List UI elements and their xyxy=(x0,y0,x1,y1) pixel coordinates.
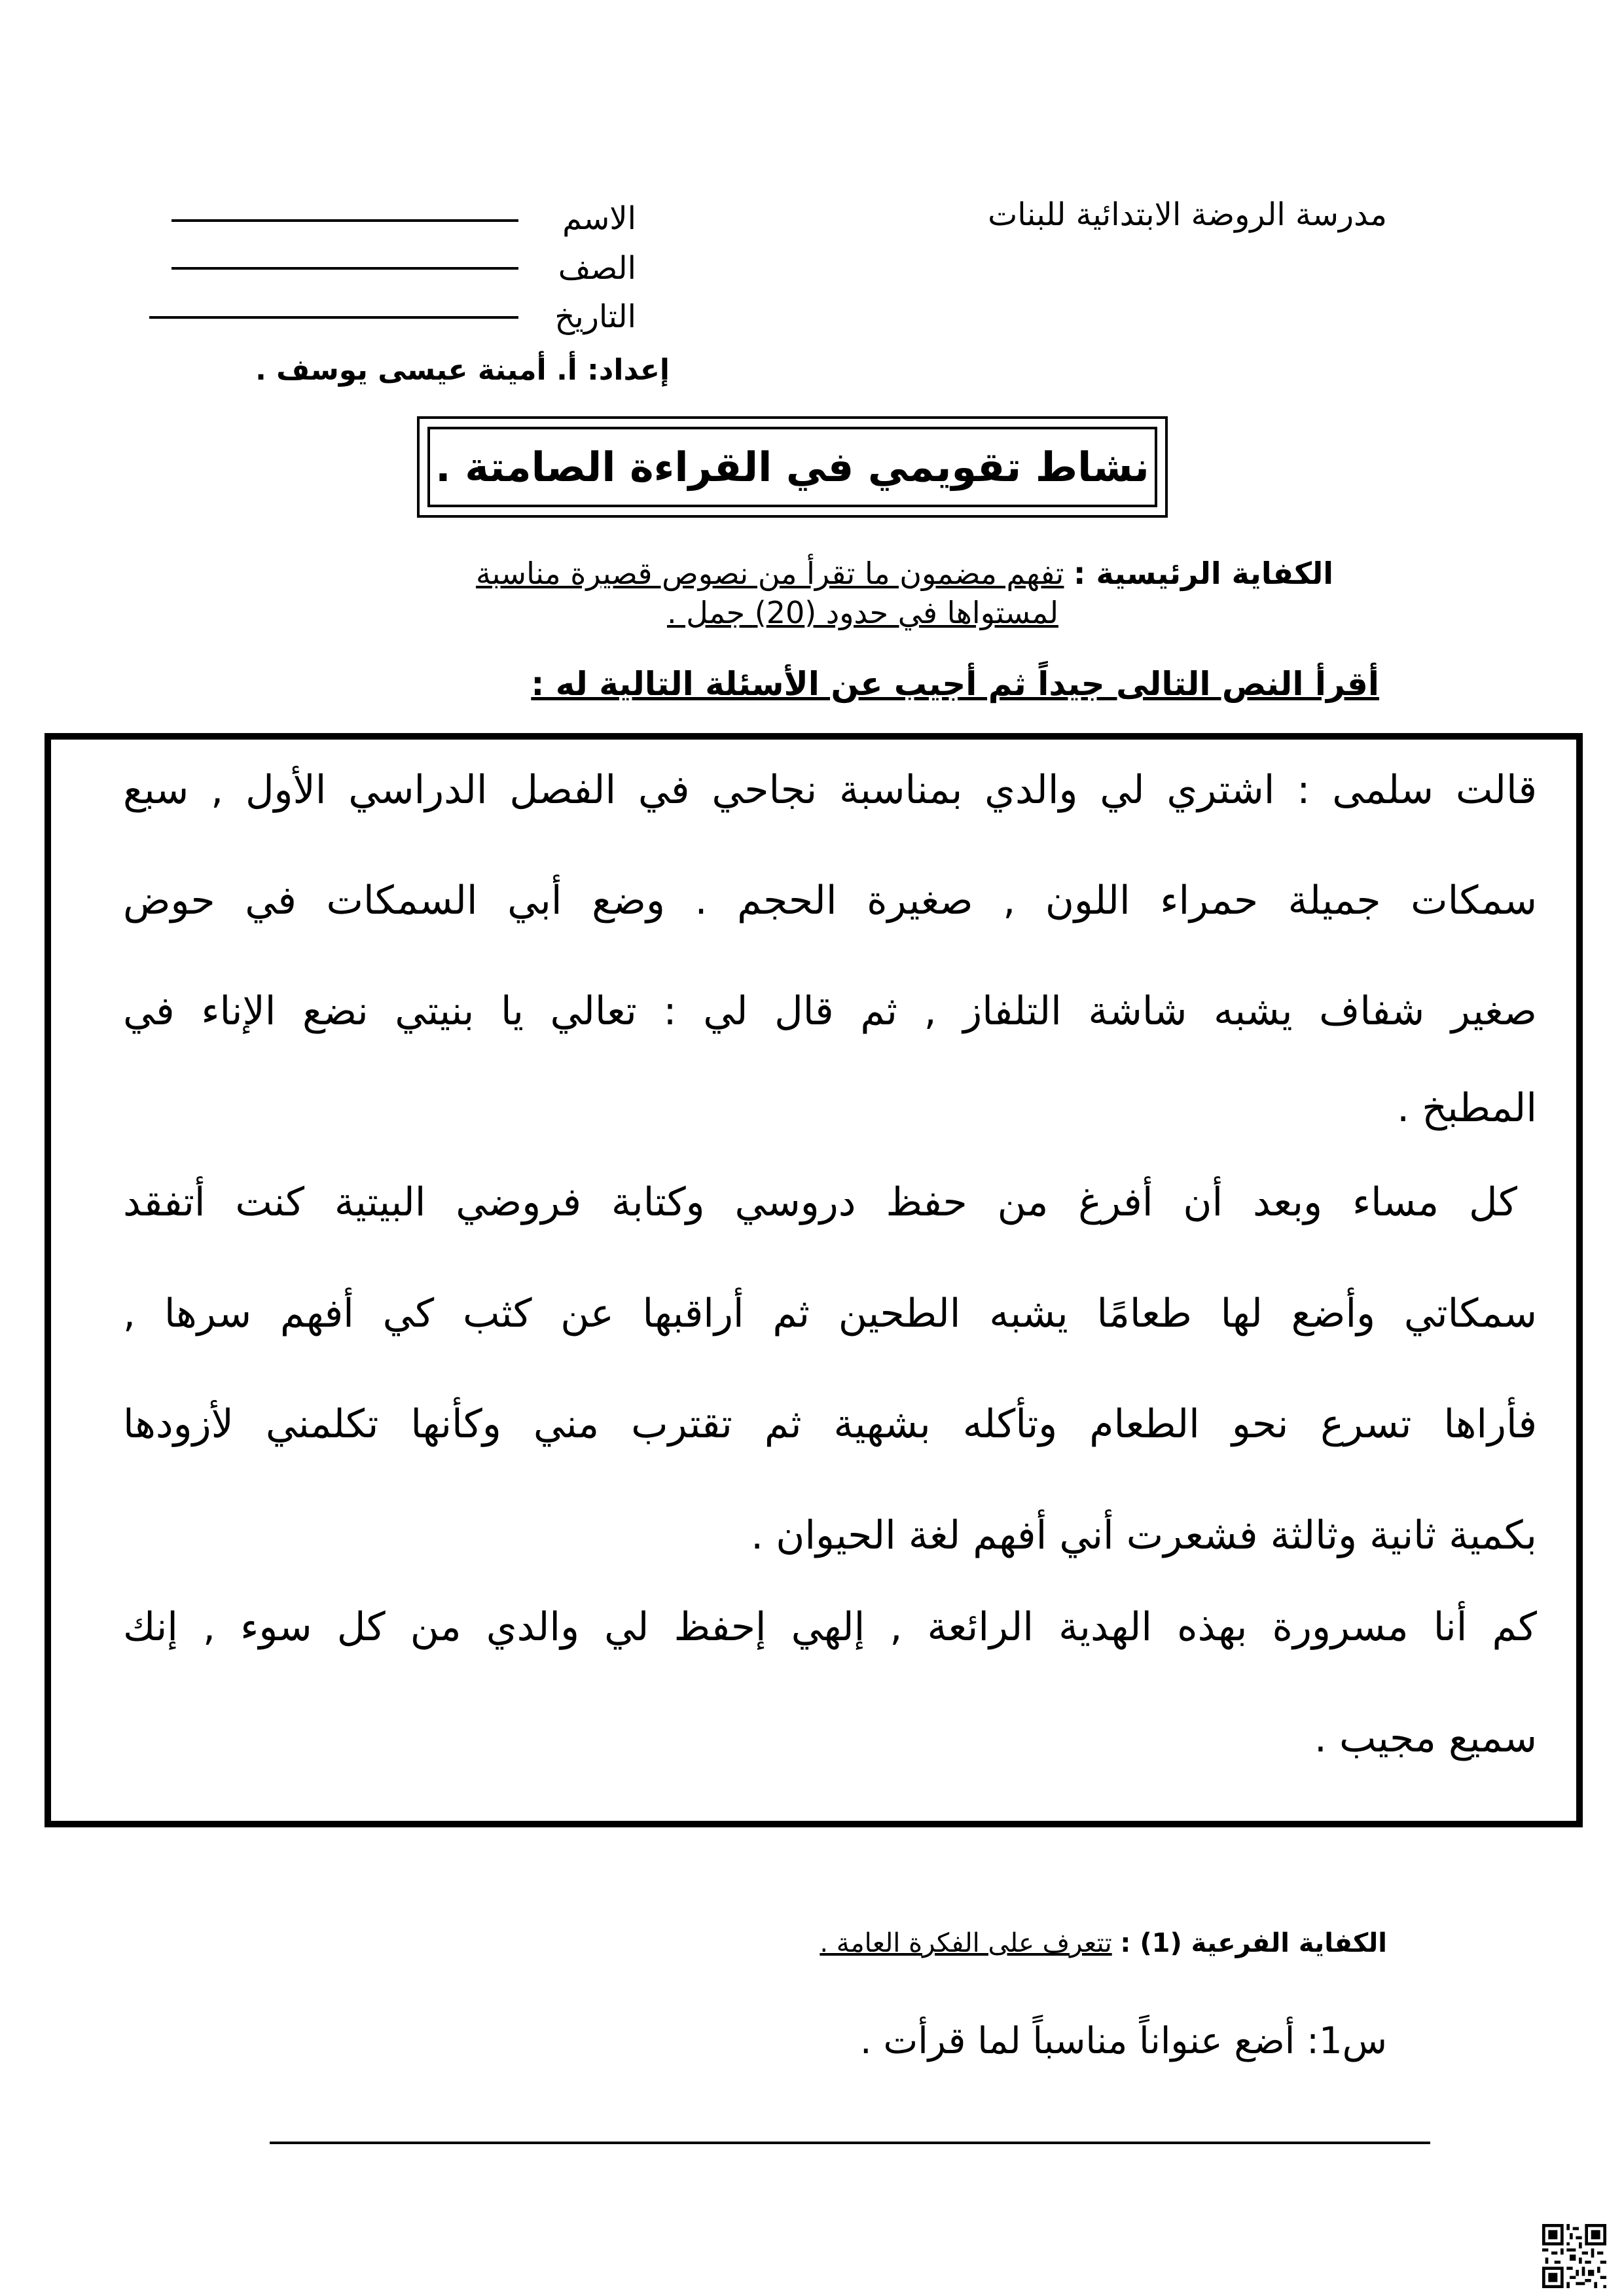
page-title: نشاط تقويمي في القراءة الصامتة . xyxy=(435,443,1149,491)
passage-box xyxy=(45,733,1583,1827)
passage-line: سمكات جميلة حمراء اللون , صغيرة الحجم . وضع أبي السمكات في حوض xyxy=(123,878,1537,924)
passage-line: صغير شفاف يشبه شاشة التلفاز , ثم قال لي : تعالي يا بنيتي نضع الإناء في xyxy=(123,988,1537,1034)
class-field[interactable] xyxy=(171,267,518,270)
passage-line: سميع مجيب . xyxy=(1314,1715,1537,1761)
title-box xyxy=(417,416,1168,518)
main-competency xyxy=(270,554,1333,632)
name-field[interactable] xyxy=(171,219,518,222)
main-competency-text-1: تفهم مضمون ما تقرأ من نصوص قصيرة مناسبة xyxy=(476,556,1064,591)
sub-competency-text: تتعرف على الفكرة العامة . xyxy=(820,1928,1112,1958)
class-label: الصف xyxy=(558,250,636,287)
passage-line: كم أنا مسرورة بهذه الهدية الرائعة , إلهي إحفظ لي والدي من كل سوء , إنك xyxy=(123,1604,1537,1650)
passage-line: سمكاتي وأضع لها طعامًا يشبه الطحين ثم أراقبها عن كثب كي أفهم سرها , xyxy=(123,1291,1537,1336)
name-label: الاسم xyxy=(562,200,636,237)
answer-line[interactable] xyxy=(270,2142,1430,2144)
passage-line: بكمية ثانية وثالثة فشعرت أني أفهم لغة الحيوان . xyxy=(751,1513,1537,1558)
passage-line: فأراها تسرع نحو الطعام وتأكله بشهية ثم تقترب مني وكأنها تكلمني لأزودها xyxy=(123,1401,1537,1447)
reading-instruction: أقرأ النص التالى جيداً ثم أجيب عن الأسئلة التالية له : xyxy=(531,665,1379,703)
passage-line: المطبخ . xyxy=(1397,1085,1537,1131)
passage-line: كل مساء وبعد أن أفرغ من حفظ دروسي وكتابة فروضي البيتية كنت أتفقد xyxy=(123,1179,1517,1225)
qr-code-icon xyxy=(1542,2224,1606,2288)
passage-line: قالت سلمى : اشتري لي والدي بمناسبة نجاحي في الفصل الدراسي الأول , سبع xyxy=(123,767,1537,813)
date-label: التاريخ xyxy=(554,298,636,335)
prepared-by: إعداد: أ. أمينة عيسى يوسف . xyxy=(255,353,670,387)
date-field[interactable] xyxy=(149,316,518,319)
school-name: مدرسة الروضة الابتدائية للبنات xyxy=(988,196,1387,233)
sub-competency-label: الكفاية الفرعية (1) : xyxy=(1120,1928,1387,1958)
title-inner-border xyxy=(427,427,1157,507)
main-competency-text-2: لمستواها في حدود (20) جمل . xyxy=(667,595,1058,630)
main-competency-label: الكفاية الرئيسية : xyxy=(1074,556,1333,591)
question-1: س1: أضع عنواناً مناسباً لما قرأت . xyxy=(859,2020,1387,2062)
sub-competency xyxy=(820,1928,1387,1958)
